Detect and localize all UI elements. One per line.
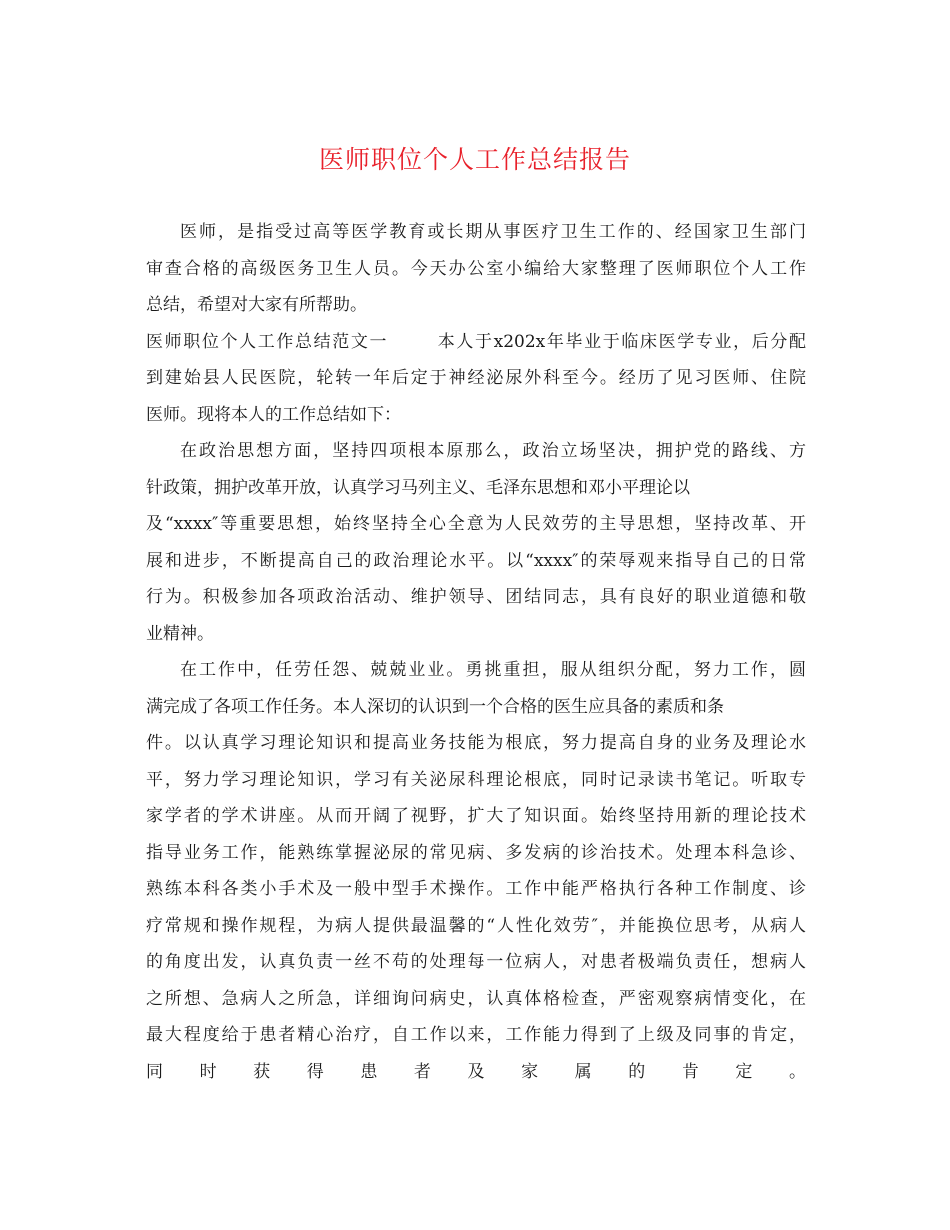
paragraph-line xyxy=(146,324,806,361)
paragraph-line: 展和进步，不断提高自己的政治理论水平。以“xxxx″的荣辱观来指导自己的日常 xyxy=(146,550,806,571)
paragraph-line: 业精神。 xyxy=(146,623,214,644)
paragraph-line: 审查合格的高级医务卫生人员。今天办公室小编给大家整理了医师职位个人工作 xyxy=(146,258,806,279)
paragraph-line: 的角度出发，认真负责一丝不苟的处理每一位病人，对患者极端负责任，想病人 xyxy=(146,952,806,972)
paragraph-line: 疗常规和操作规程，为病人提供最温馨的“人性化效劳″，并能换位思考，从病人 xyxy=(146,915,806,936)
paragraph-line: 总结，希望对大家有所帮助。 xyxy=(146,295,367,315)
paragraph-line: 在工作中，任劳任怨、兢兢业业。勇挑重担，服从组织分配，努力工作，圆 xyxy=(180,660,806,680)
paragraph-line: 同时获得患者及家属的肯定。 xyxy=(146,1061,806,1082)
paragraph-line: 及“xxxx″等重要思想，始终坚持全心全意为人民效劳的主导思想，坚持改革、开 xyxy=(146,514,806,534)
paragraph-line: 到建始县人民医院，轮转一年后定于神经泌尿外科至今。经历了见习医师、住院 xyxy=(146,368,806,388)
paragraph-line xyxy=(146,1090,806,1127)
paragraph-line: 之所想、急病人之所急，详细询问病史，认真体格检查，严密观察病情变化，在 xyxy=(146,988,806,1009)
section-text: 本人于x202x年毕业于临床医学专业，后分配 xyxy=(436,331,806,352)
paragraph-line: 在政治思想方面，坚持四项根本原那么，政治立场坚决，拥护党的路线、方 xyxy=(180,441,806,461)
paragraph-line: 熟练本科各类小手术及一般中型手术操作。工作中能严格执行各种工作制度、诊 xyxy=(146,879,806,899)
paragraph-line: 件。以认真学习理论知识和提高业务技能为根底，努力提高自身的业务及理论水 xyxy=(146,733,806,753)
paragraph-line: 指导业务工作，能熟练掌握泌尿的常见病、多发病的诊治技术。处理本科急诊、 xyxy=(146,842,806,863)
paragraph-line: 行为。积极参加各项政治活动、维护领导、团结同志，具有良好的职业道德和敬 xyxy=(146,587,806,607)
paragraph-line: 医师。现将本人的工作总结如下： xyxy=(146,404,401,425)
section-heading: 医师职位个人工作总结范文一 xyxy=(146,331,389,352)
document-title: 医师职位个人工作总结报告 xyxy=(318,145,631,174)
paragraph-line: 医师，是指受过高等医学教育或长期从事医疗卫生工作的、经国家卫生部门 xyxy=(180,222,806,242)
paragraph-line: 针政策，拥护改革开放，认真学习马列主义、毛泽东思想和邓小平理论以 xyxy=(146,477,690,498)
paragraph-line: 家学者的学术讲座。从而开阔了视野，扩大了知识面。始终坚持用新的理论技术 xyxy=(146,806,806,826)
paragraph-line: 平，努力学习理论知识，学习有关泌尿科理论根底，同时记录读书笔记。听取专 xyxy=(146,769,806,790)
paragraph-line: 最大程度给于患者精心治疗，自工作以来，工作能力得到了上级及同事的肯定， xyxy=(146,1025,806,1045)
paragraph-line: 满完成了各项工作任务。本人深切的认识到一个合格的医生应具备的素质和条 xyxy=(146,696,724,717)
document-body xyxy=(146,214,806,1127)
